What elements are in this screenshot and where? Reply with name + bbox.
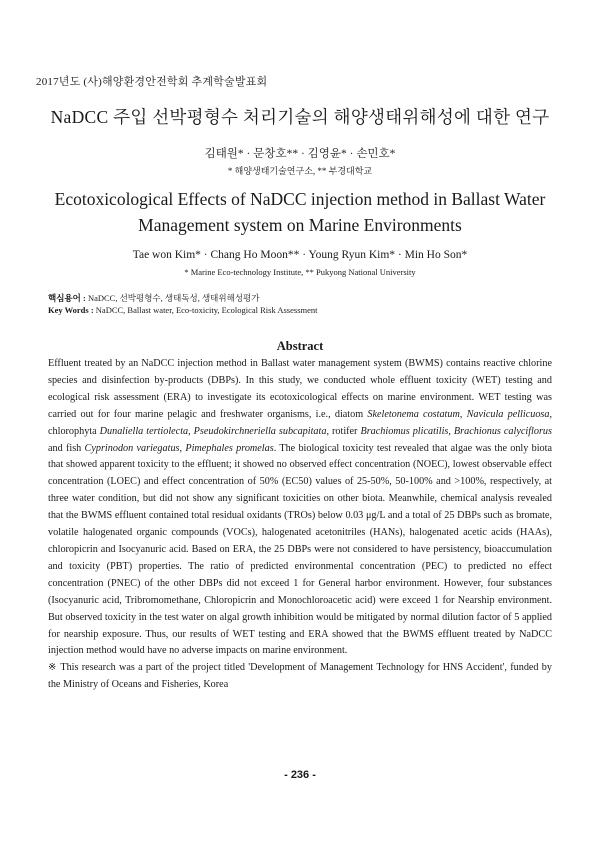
species-name: Dunaliella tertiolecta — [99, 425, 189, 437]
english-title-line-2: Management system on Marine Environments — [138, 215, 462, 235]
korean-keywords — [48, 292, 259, 304]
species-name: Brachionus calyciflorus — [453, 425, 552, 437]
abstract-text: , — [459, 408, 467, 420]
species-name: Pimephales promelas — [185, 442, 274, 454]
english-keywords-label: Key Words : — [48, 305, 94, 315]
abstract-text: , rotifer — [326, 425, 361, 437]
species-name: Skeletonema costatum — [367, 408, 460, 420]
abstract-text: and fish — [48, 442, 85, 454]
english-title — [0, 186, 600, 238]
abstract-text: , — [448, 425, 454, 437]
korean-keywords-text: NaDCC, 선박평형수, 생태독성, 생태위해성평가 — [87, 293, 260, 303]
abstract-heading: Abstract — [276, 339, 324, 353]
english-title-line-1: Ecotoxicological Effects of NaDCC injection method in Ballast Water — [54, 189, 546, 209]
english-authors: Tae won Kim* · Chang Ho Moon** · Young Ryun Kim* · Min Ho Son* — [132, 249, 468, 261]
abstract-text: , — [188, 425, 194, 437]
abstract-text: Effluent treated by an NaDCC injection method in Ballast water management system (BWMS) contains reactive chlorine species and disinfection by-products (DBPs). In this study, we conducted whole effluent toxicity (WET) testing and ecological risk assessment (ERA) to investigate its ecotoxicological effects on marine environment. WET testing was carried out for four marine pelagic and freshwater organisms, i.e., diatom — [48, 358, 552, 420]
english-keywords — [48, 305, 318, 315]
species-name: Pseudokirchneriella subcapitata — [193, 425, 327, 437]
conference-header: 2017년도 (사)해양환경안전학회 추계학술발표회 — [36, 76, 268, 88]
korean-title: NaDCC 주입 선박평형수 처리기술의 해양생태위해성에 대한 연구 — [50, 107, 550, 127]
funding-note: ※ This research was a part of the project titled 'Development of Management Technology for HNS Accident', funded by the Ministry of Oceans and Fisheries, Korea — [48, 662, 552, 690]
species-name: Navicula pellicuosa — [466, 408, 550, 420]
abstract-text: . The biological toxicity test revealed that algae was the only biota that showed apparent toxicity to the effluent; it showed no observed effect concentration (NOEC), lowest observable effect concentration (LOEC) and effect concentration of 50% (EC50) values of 25-50%, 50-100% and >100%, respectively, at three water condition, but did not show any significant toxicities on other biota. Meanwhile, chemical analysis revealed that the BWMS effluent contained total residual oxidants (TROs) below 0.03 μg/L and a total of 25 DBPs such as bromate, volatile halogenated organic compounds (VOCs), halogenated acetonitriles (HANs), halogenated acetic acids (HAAs), chloropicrin and Isocyanuric acid. Based on ERA, the 25 DBPs were not considered to have persistency, bioaccumulation and toxicity (PBT) properties. The ratio of predicted environmental concentration (PEC) to predicted no effect concentration (PNEC) of the other DBPs did not exceed 1 for General harbor environment. However, four substances (Isocyanuric acid, Tribromomethane, Chloropicrin and Monochloroacetic acid) were exceed 1 for Nearship environment. But observed toxicity in the test water on algal growth inhibition would be mitigated by normal dilution factor of 5 applied for nearship exposure. Thus, our results of WET testing and ERA showed that the BWMS effluent treated by NaDCC injection method would have no adverse impacts on marine environment. — [48, 442, 553, 657]
korean-authors: 김태원* · 문창호** · 김영윤* · 손민호* — [204, 148, 396, 160]
species-name: Brachiomus plicatilis — [360, 425, 449, 437]
page-number: - 236 - — [284, 769, 316, 781]
abstract-body — [48, 356, 552, 660]
abstract-text: , chlorophyta — [48, 408, 553, 437]
english-affiliation: * Marine Eco-technology Institute, ** Pukyong National University — [184, 267, 416, 277]
korean-keywords-label: 핵심용어 : — [48, 293, 86, 303]
english-keywords-text: NaDCC, Ballast water, Eco-toxicity, Ecological Risk Assessment — [95, 305, 318, 315]
species-name: Cyprinodon variegatus — [84, 442, 180, 454]
korean-affiliation: * 해양생태기술연구소, ** 부경대학교 — [227, 166, 373, 176]
abstract-text: , — [179, 442, 186, 454]
